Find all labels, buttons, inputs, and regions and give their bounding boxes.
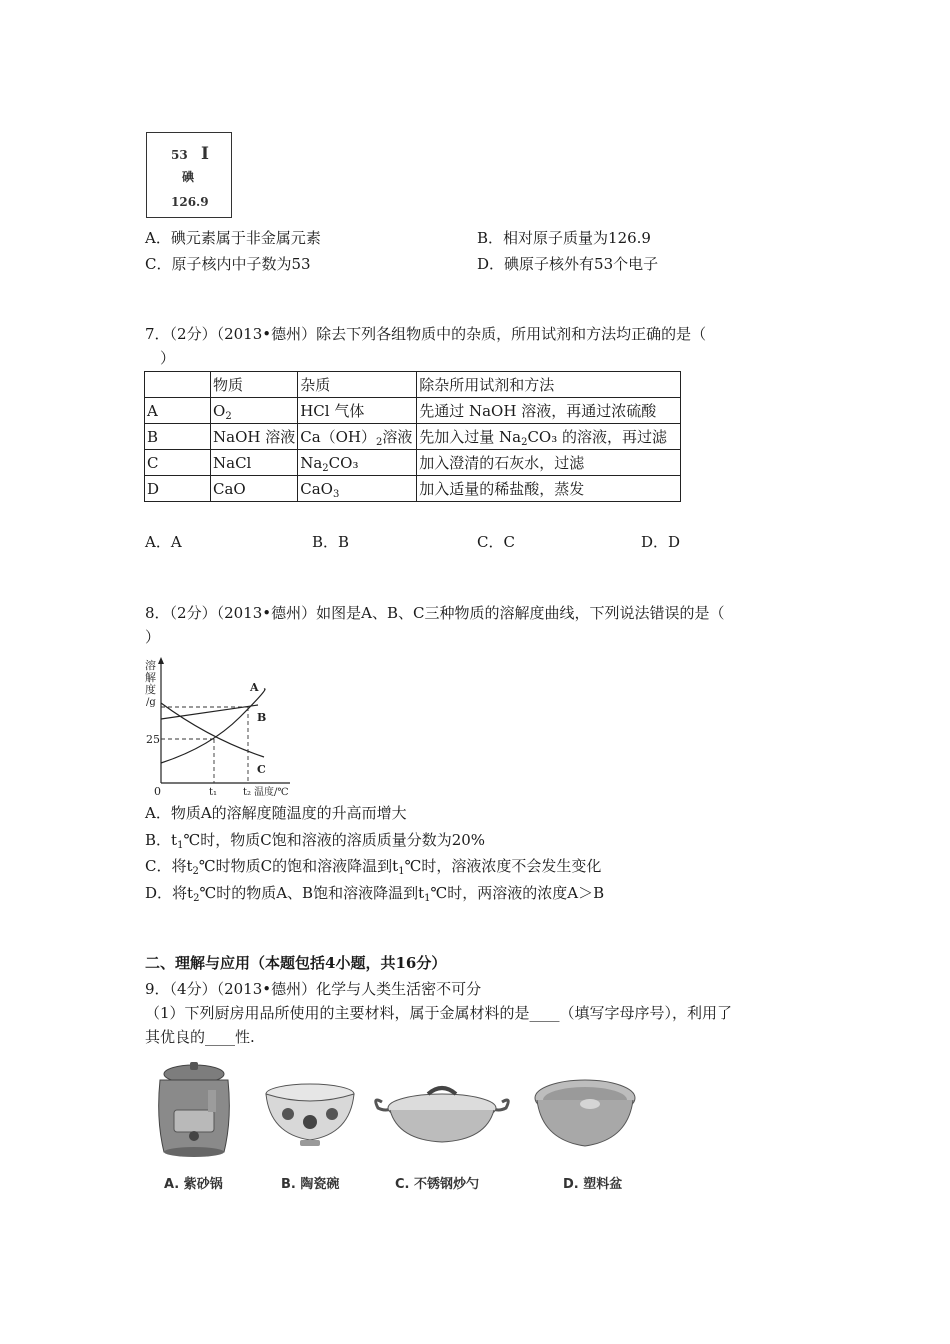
q7-stem-line1: 7．（2分）（2013•德州）除去下列各组物质中的杂质，所用试剂和方法均正确的是（ (145, 325, 707, 343)
atomic-number: 53 (171, 148, 188, 162)
q6-option-d: D．碘原子核外有53个电子 (477, 255, 659, 273)
impurity-cell: HCl 气体 (298, 398, 417, 424)
impurity-rest: CO₃ (328, 453, 359, 472)
option-d-sub1: 2 (193, 893, 200, 904)
impurity-subscript: 2 (322, 462, 329, 474)
table-header-row (145, 372, 681, 398)
table-header-cell: 物质 (211, 372, 298, 398)
impurity-subscript: 2 (376, 437, 383, 448)
impurity-main: Na (300, 453, 323, 472)
curve-c-label: C (257, 763, 266, 776)
q6-option-b: B．相对原子质量为126.9 (477, 229, 651, 247)
impurity-cell (298, 476, 417, 502)
method-post: CO₃ 的溶液，再过滤 (527, 428, 667, 446)
option-d-sub2: 1 (424, 893, 431, 904)
item-label-d: D. 塑料盆 (563, 1177, 623, 1192)
method-subscript: 2 (521, 437, 528, 448)
option-b-post: ℃时，物质C饱和溶液的溶质质量分数为20% (183, 831, 486, 849)
q8-stem-line2: ） (145, 628, 161, 646)
table-row (145, 450, 681, 476)
row-label: C (145, 450, 211, 476)
clay-pot-image (146, 1060, 242, 1160)
table-row (145, 398, 681, 424)
q8-option-a: A．物质A的溶解度随温度的升高而增大 (145, 804, 407, 822)
x-axis-label: 温度/℃ (254, 787, 289, 797)
impurity-cell (298, 424, 417, 450)
option-d-pre: D．将t (145, 884, 194, 902)
item-label-c: C. 不锈钢炒勺 (395, 1177, 480, 1192)
element-symbol: I (201, 144, 209, 164)
curve-a-label: A (250, 681, 259, 694)
row-label: A (145, 398, 211, 424)
row-label: B (145, 424, 211, 450)
method-cell: 加入澄清的石灰水，过滤 (417, 450, 681, 476)
method-cell: 加入适量的稀盐酸，蒸发 (417, 476, 681, 502)
table-header-cell (145, 372, 211, 398)
row-label: D (145, 476, 211, 502)
q7-option-c: C．C (477, 533, 515, 551)
iodine-element-card (146, 132, 232, 218)
q7-table (144, 371, 681, 502)
substance-main: O (213, 401, 226, 420)
substance-subscript: 2 (225, 410, 232, 422)
substance-cell: NaCl (211, 450, 298, 476)
substance-cell (211, 398, 298, 424)
q8-stem-line1: 8．（2分）（2013•德州）如图是A、B、C三种物质的溶解度曲线，下列说法错误的是（ (145, 604, 725, 622)
substance-cell: CaO (211, 476, 298, 502)
y-label-char3: 度 (145, 683, 156, 696)
curve-b-label: B (257, 711, 267, 724)
q6-option-c: C．原子核内中子数为53 (145, 255, 311, 273)
option-c-post: ℃时，溶液浓度不会发生变化 (404, 857, 602, 875)
option-b-sub: 1 (177, 840, 184, 851)
substance-cell: NaOH 溶液 (211, 424, 298, 450)
table-header-cell: 除杂所用试剂和方法 (417, 372, 681, 398)
table-row (145, 424, 681, 450)
option-c-mid: ℃时物质C的饱和溶液降温到t (198, 857, 399, 875)
method-cell: 先通过 NaOH 溶液，再通过浓硫酸 (417, 398, 681, 424)
q6-option-a: A．碘元素属于非金属元素 (145, 229, 321, 247)
option-c-pre: C．将t (145, 857, 193, 875)
y-label-char1: 溶 (145, 659, 156, 672)
option-c-sub2: 1 (398, 866, 405, 877)
q9-part1-line1: （1）下列厨房用品所使用的主要材料，属于金属材料的是____（填写字母序号），利用了 (145, 1004, 733, 1022)
item-label-b: B. 陶瓷碗 (281, 1177, 340, 1192)
impurity-main: Ca（OH） (300, 428, 377, 446)
q8-option-d (145, 883, 604, 903)
q8-option-c (145, 856, 601, 876)
table-header-cell: 杂质 (298, 372, 417, 398)
item-label-a: A. 紫砂锅 (164, 1177, 223, 1192)
table-row (145, 476, 681, 502)
impurity-main: CaO (300, 479, 333, 498)
impurity-subscript: 3 (332, 488, 340, 500)
method-cell (417, 424, 681, 450)
origin-label: 0 (154, 785, 161, 797)
atomic-mass: 126.9 (171, 195, 209, 209)
plastic-basin-image (532, 1074, 638, 1154)
ceramic-bowl-image (264, 1082, 356, 1152)
method-pre: 先加入过量 Na (419, 428, 522, 446)
y-label-char2: 解 (145, 671, 156, 684)
q7-option-b: B．B (312, 533, 350, 551)
option-b-pre: B．t (145, 831, 178, 849)
q9-stem: 9．（4分）（2013•德州）化学与人类生活密不可分 (145, 980, 482, 998)
option-d-post: ℃时，两溶液的浓度A＞B (430, 884, 605, 902)
q7-option-a: A．A (145, 533, 182, 551)
q8-option-b (145, 830, 485, 850)
section2-title: 二、理解与应用（本题包括4小题，共16分） (145, 954, 447, 972)
option-c-sub1: 2 (192, 866, 199, 877)
t2-label: t₂ (243, 787, 252, 797)
q9-part1-line2: 其优良的____性. (145, 1028, 255, 1046)
t1-label: t₁ (209, 787, 218, 797)
impurity-cell (298, 450, 417, 476)
y-label-unit: /g (146, 697, 156, 708)
option-d-mid: ℃时的物质A、B饱和溶液降温到t (199, 884, 425, 902)
q7-stem-line2: ） (160, 349, 176, 367)
impurity-rest: 溶液 (382, 428, 413, 446)
element-name: 碘 (182, 170, 195, 184)
steel-wok-image (372, 1078, 512, 1150)
y-tick-25: 25 (146, 733, 160, 746)
q7-option-d: D．D (641, 533, 681, 551)
solubility-curve-graph (140, 655, 310, 797)
y-axis-arrow (158, 657, 164, 664)
